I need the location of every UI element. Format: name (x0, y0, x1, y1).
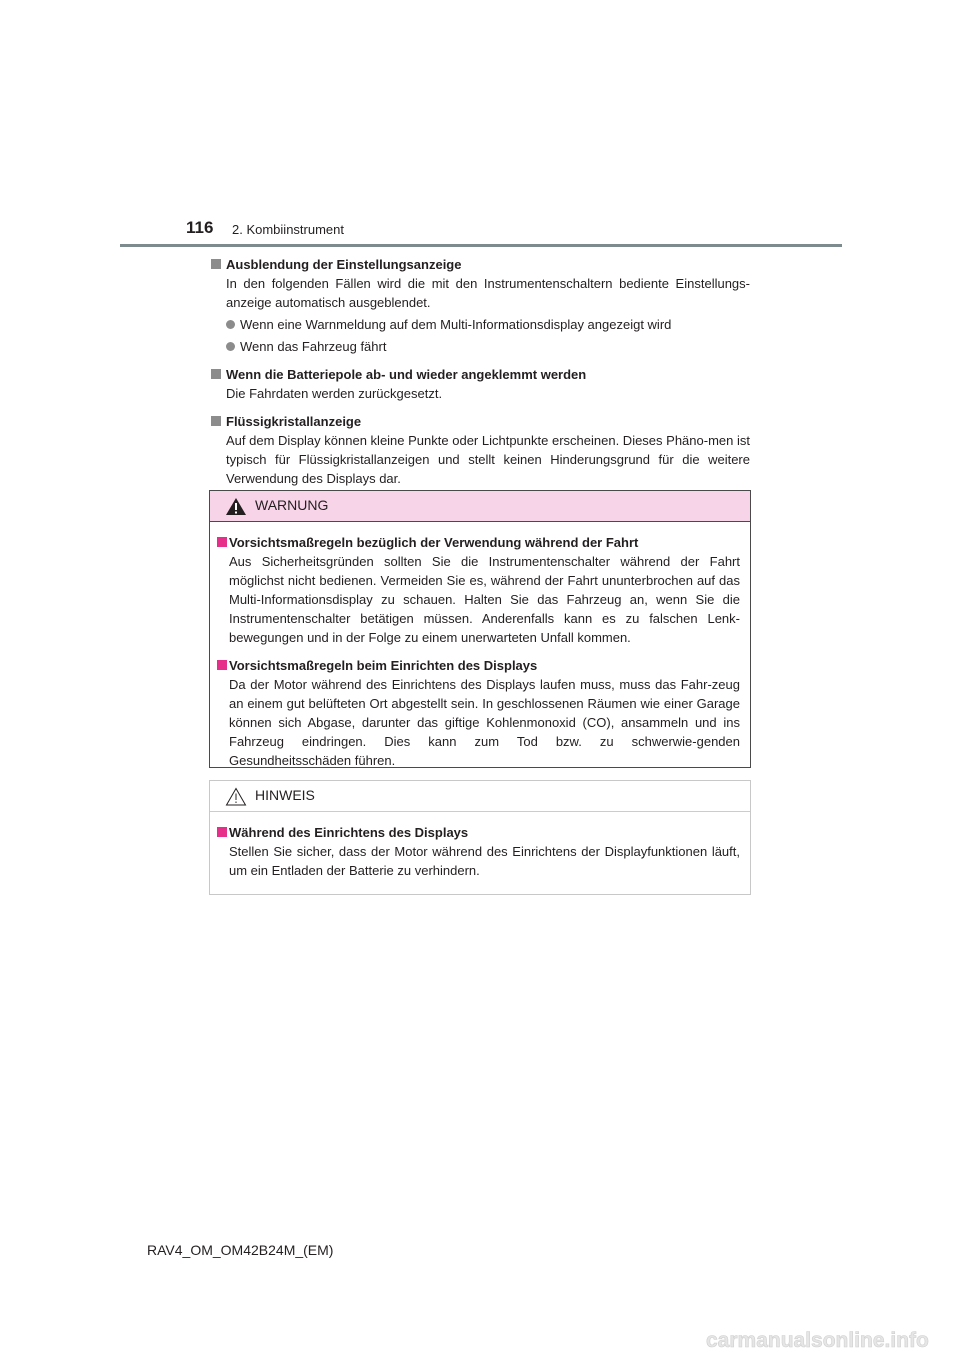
section-text: In den folgenden Fällen wird die mit den Instrumentenschaltern bediente Einstellungs-anzeige automatisch ausgeblendet. (226, 276, 750, 310)
list-item: Wenn das Fahrzeug fährt (210, 337, 750, 356)
section-settings-display (210, 255, 750, 356)
main-content (210, 255, 750, 493)
square-bullet-icon (211, 369, 221, 379)
watermark-text: carmanualsonline.info (706, 1329, 929, 1352)
section-heading: Während des Einrichtens des Displays (217, 823, 740, 842)
document-code: RAV4_OM_OM42B24M_(EM) (147, 1242, 334, 1258)
section-heading: Vorsichtsmaßregeln beim Einrichten des Displays (217, 656, 740, 675)
page-header (0, 218, 960, 248)
note-body (210, 812, 750, 880)
section-text: Stellen Sie sicher, dass der Motor während des Einrichtens der Displayfunktionen läuft, um ein Entladen der Batterie zu verhindern. (229, 844, 740, 878)
warning-item (217, 656, 740, 770)
section-text: Aus Sicherheitsgründen sollten Sie die Instrumentenschalter während der Fahrt möglichst nicht bedienen. Vermeiden Sie es, während der Fahrt ununterbrochen auf das Multi-Informationsdisplay zu schauen. Halten Sie das Fahrzeug an, wenn Sie die Instrumentenschalter betätigen müssen. Anderenfalls kann es zu falschen Lenk-bewegungen und in der Folge zu einem unerwarteten Unfall kommen. (229, 554, 740, 645)
note-item (217, 823, 740, 880)
section-text: Die Fahrdaten werden zurückgesetzt. (226, 386, 443, 401)
section-battery (210, 365, 750, 403)
circle-bullet-icon (226, 342, 235, 351)
circle-bullet-icon (226, 320, 235, 329)
note-header (210, 781, 750, 812)
warning-body (210, 522, 750, 770)
section-heading: Vorsichtsmaßregeln bezüglich der Verwendung während der Fahrt (217, 533, 740, 552)
watermark-logo[interactable] (706, 1327, 956, 1353)
page-number: 116 (186, 218, 214, 237)
warning-box (209, 490, 751, 768)
section-text: Auf dem Display können kleine Punkte oder Lichtpunkte erscheinen. Dieses Phäno-men ist typisch für Flüssigkristallanzeigen und stellt keinen Hinderungsgrund für die weitere Verwendung des Displays dar. (226, 433, 750, 486)
warning-item (217, 533, 740, 647)
chapter-title: 2. Kombiinstrument (232, 222, 344, 237)
note-title: HINWEIS (255, 787, 315, 803)
section-lcd (210, 412, 750, 488)
warning-triangle-icon (225, 497, 247, 516)
list-item: Wenn eine Warnmeldung auf dem Multi-Informationsdisplay angezeigt wird (210, 315, 750, 334)
section-heading: Wenn die Batteriepole ab- und wieder angeklemmt werden (210, 365, 750, 384)
section-heading: Ausblendung der Einstellungsanzeige (210, 255, 750, 274)
notice-triangle-icon (225, 787, 247, 806)
warning-title: WARNUNG (255, 497, 329, 513)
section-heading: Flüssigkristallanzeige (210, 412, 750, 431)
square-bullet-icon (217, 660, 227, 670)
square-bullet-icon (217, 537, 227, 547)
square-bullet-icon (211, 416, 221, 426)
square-bullet-icon (217, 827, 227, 837)
warning-header (210, 491, 750, 522)
note-box (209, 780, 751, 895)
square-bullet-icon (211, 259, 221, 269)
section-text: Da der Motor während des Einrichtens des Displays laufen muss, muss das Fahr-zeug an einem gut belüfteten Ort abgestellt sein. In geschlossenen Räumen wie einer Garage können sich Abgase, darunter das giftige Kohlenmonoxid (CO), ansammeln und ins Fahrzeug eindringen. Dies kann zum Tod bzw. zu schwerwie-genden Gesundheitsschäden führen. (229, 677, 740, 768)
header-rule (120, 244, 842, 247)
